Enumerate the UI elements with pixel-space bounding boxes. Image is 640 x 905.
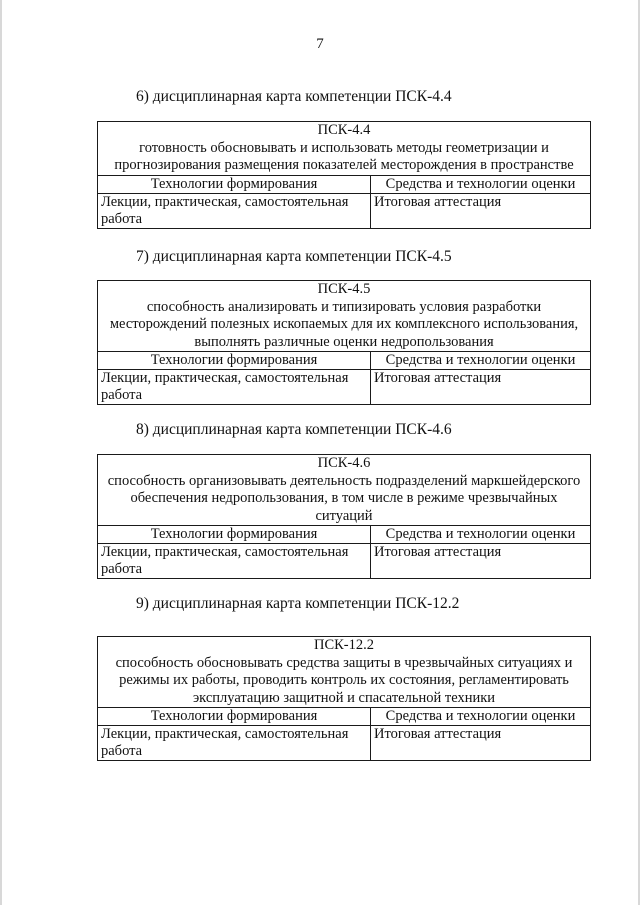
- technologies-cell: Лекции, практическая, самостоятельная работа: [98, 370, 371, 405]
- assessment-cell: Итоговая аттестация: [371, 193, 591, 228]
- card-heading-psk-4-4: 6) дисциплинарная карта компетенции ПСК-4.4: [136, 88, 452, 105]
- assessment-column-header: Средства и технологии оценки: [371, 175, 591, 193]
- competence-card-psk-4-6: [97, 454, 591, 579]
- technologies-column-header: Технологии формирования: [98, 708, 371, 726]
- competence-header: [98, 637, 591, 708]
- competence-header: [98, 122, 591, 176]
- competence-card-psk-12-2: [97, 636, 591, 761]
- card-heading-psk-12-2: 9) дисциплинарная карта компетенции ПСК-12.2: [136, 595, 460, 612]
- competence-header: [98, 281, 591, 352]
- competence-description: готовность обосновывать и использовать методы геометризации и прогнозирования размещения показателей месторождения в пространстве: [114, 139, 574, 173]
- page-number: 7: [316, 36, 324, 52]
- competence-code: ПСК-4.4: [317, 122, 371, 138]
- technologies-column-header: Технологии формирования: [98, 526, 371, 544]
- page-edge-left: [0, 0, 2, 905]
- assessment-cell: Итоговая аттестация: [371, 544, 591, 579]
- assessment-column-header: Средства и технологии оценки: [371, 526, 591, 544]
- competence-description: способность обосновывать средства защиты в чрезвычайных ситуациях и режимы их работы, проводить контроль их состояния, регламентировать эксплуатацию защитной и спасательной техники: [115, 654, 573, 706]
- card-heading-psk-4-5: 7) дисциплинарная карта компетенции ПСК-4.5: [136, 248, 452, 265]
- competence-code: ПСК-4.5: [317, 281, 371, 297]
- assessment-cell: Итоговая аттестация: [371, 726, 591, 761]
- competence-code: ПСК-4.6: [317, 455, 371, 471]
- technologies-cell: Лекции, практическая, самостоятельная работа: [98, 544, 371, 579]
- competence-card-psk-4-5: [97, 280, 591, 405]
- card-heading-psk-4-6: 8) дисциплинарная карта компетенции ПСК-4.6: [136, 421, 452, 438]
- competence-card-psk-4-4: [97, 121, 591, 229]
- assessment-cell: Итоговая аттестация: [371, 370, 591, 405]
- competence-header: [98, 455, 591, 526]
- competence-description: способность организовывать деятельность подразделений маркшейдерского обеспечения недропользования, в том числе в режиме чрезвычайных ситуаций: [107, 472, 581, 524]
- technologies-cell: Лекции, практическая, самостоятельная работа: [98, 193, 371, 228]
- competence-code: ПСК-12.2: [313, 637, 375, 653]
- technologies-column-header: Технологии формирования: [98, 175, 371, 193]
- technologies-cell: Лекции, практическая, самостоятельная работа: [98, 726, 371, 761]
- technologies-column-header: Технологии формирования: [98, 352, 371, 370]
- assessment-column-header: Средства и технологии оценки: [371, 352, 591, 370]
- assessment-column-header: Средства и технологии оценки: [371, 708, 591, 726]
- competence-description: способность анализировать и типизировать условия разработки месторождений полезных ископаемых для их комплексного использования, выполнять различные оценки недропользования: [109, 298, 579, 350]
